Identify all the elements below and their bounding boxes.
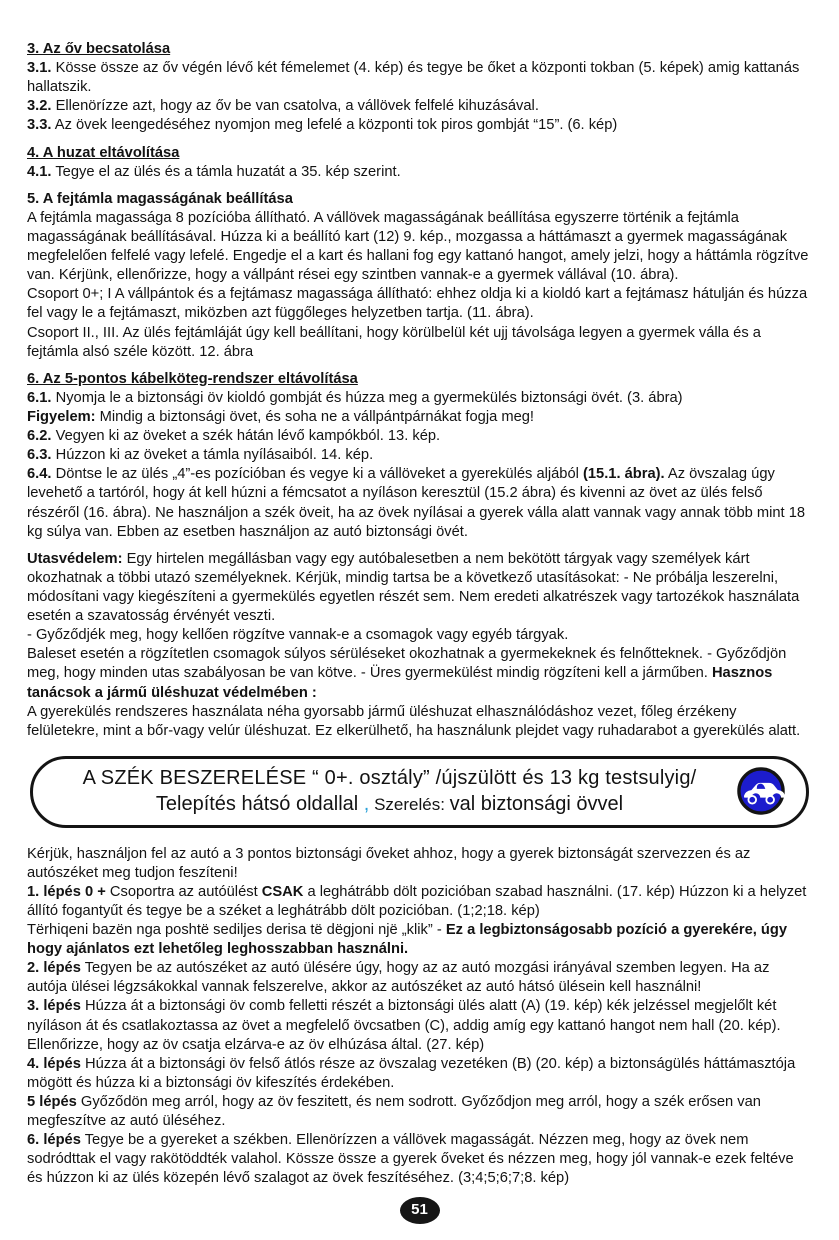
section-3-title: 3. Az őv becsatolása — [27, 41, 171, 57]
para-6-warning: Figyelem: Mindig a biztonsági övet, és soha ne a vállpántpárnákat fogja meg! — [27, 408, 535, 425]
installation-banner — [30, 756, 809, 828]
section-4-title: 4. A huzat eltávolítása — [27, 144, 180, 161]
para-6-4: 6.4. Döntse le az ülés „4”-es pozícióban és vegye ki a vállöveket a gyerekülés aljából (15.1. ábra). Az övszalag úgy levehető a tartóról, hogy át kell húzni a fémcsatot a nyíláson keresztül (15.2 ábra) és kivenni az övet az ülés felső részéről (16. ábra). Ne használjon a szék öveit, ha az övek nyílásai a gyerek válla alatt vannak vagy annak több mint 18 kg súlya van. Ebben az esetben használjon az autó biztonsági övét. — [27, 466, 806, 540]
step-6: 6. lépés Tegye be a gyereket a székben. Ellenörízzen a vállövek magasságát. Nézzen meg, hogy az övek nem sodródttak el vagy rakötöddték valahol. Kössze össze a gyerek őveket és nézzen meg, hogy jól vannak-e ezek feltéve és húzzon ki az ülés közepén lévő szalagot az övek feszítéséhez. (3;4;5;6;7;8. kép) — [27, 1132, 794, 1187]
para-passenger-protection: Utasvédelem: Egy hirtelen megállásban vagy egy autóbalesetben a nem bekötött tárgyak vagy személyek kárt okozhatnak a többi utazó személyeknek. Kérjük, mindig tartsa be a következő utasításokat: - Ne próbálja leszerelni, módosítani vagy kiegészíteni a gyermekülés egyetlen részét sem. Nem eredeti alkatrészek vagy tartozékok használata esetén a szavatosság érvényét veszti. — [27, 550, 800, 625]
step-1: 1. lépés 0 + Csoportra az autóülést CSAK a leghátrább dölt pozicióban szabad használni. (17. kép) Húzzon ki a helyzet állító fogantyűt és tegye be a széket a leghátrább dölt pozicióban. (1;2;18. kép) — [27, 883, 807, 919]
step-2: 2. lépés Tegyen be az autószéket az autó ülésére úgy, hogy az az autó mozgási irányával szemben legyen. Ha az autója ülései légzsákokkal vannak felszerelve, akkor az autószéket az autó hátsó ülésein kell használni! — [27, 960, 770, 996]
para-5-intro: A fejtámla magassága 8 pozícióba állítható. A vállövek magasságának beállítása egyszerre történik a fejtámla magasságának beállításával. Húzza ki a beállító kart (12) 9. kép., mozgassa a háttámaszt a gyermek magasságának megfelelően felfelé vagy lefelé. Engedje el a kart és hallani fog egy kattanó hangot, amely jelzi, hogy a háttámla rögzítve van. Kérjünk, ellenőrizze, hogy a vállpánt rései egy szintben vannak-e a gyermek vállával (10. ábra). — [27, 209, 809, 284]
banner-text — [53, 765, 726, 818]
banner-blue-comma: , — [358, 793, 370, 816]
banner-mount-label: Szerelés: — [369, 795, 450, 815]
banner-install-rear: Telepítés hátsó oldallal — [155, 793, 359, 816]
step-4: 4. lépés Húzza át a biztonsági öv felső átlós része az övszalag vezetéken (B) (20. kép) a biztonságülés háttámasztója mögött és húzza ki a biztonsági öv kifeszítés érdekében. — [27, 1055, 796, 1091]
section-5-heading — [27, 190, 812, 209]
para-request: Kérjük, használjon fel az autó a 3 pontos biztonsági őveket ahhoz, hogy a gyerek biztonságát szervezzen és az autószéket meg tudjon feszíteni! — [27, 845, 751, 881]
step-1-note: Tërhiqeni bazën nga poshtë sediljes derisa të dëgjoni një „klik” - Ez a legbiztonságosabb pozíció a gyerekére, úgy hogy ajánlatos ezt lehetőleg leghosszabban használni. — [27, 922, 788, 958]
para-4-1: 4.1. Tegye el az ülés és a támla huzatát a 35. kép szerint. — [27, 163, 401, 180]
step-5: 5 lépés Győződön meg arról, hogy az öv feszitett, és nem sodrott. Győződjon meg arról, hogy a szék erősen van megfeszítve az autó üléséhez. — [27, 1094, 761, 1130]
para-3-2: 3.2. Ellenörízze azt, hogy az őv be van csatolva, a vállövek felfelé kihuzásával. — [27, 98, 539, 115]
section-4-heading — [27, 144, 812, 163]
para-check-luggage: - Győződjék meg, hogy kellően rögzítve vannak-e a csomagok vagy egyéb tárgyak. — [27, 627, 569, 644]
banner-mount-value: val biztonsági övvel — [449, 793, 624, 816]
para-6-2: 6.2. Vegyen ki az öveket a szék hátán lévő kampókból. 13. kép. — [27, 428, 441, 445]
para-3-3: 3.3. Az övek leengedéséhez nyomjon meg lefelé a központi tok piros gombját “15”. (6. kép) — [27, 117, 618, 134]
page-number: 51 — [411, 1201, 428, 1219]
para-6-1: 6.1. Nyomja le a biztonsági öv kioldó gombját és húzza meg a gyermekülés biztonsági övét. (3. ábra) — [27, 389, 683, 406]
banner-title: A SZÉK BESZERELÉSE “ 0+. osztály” /újszülött és 13 kg testsulyig/ — [82, 766, 697, 789]
rear-facing-car-seat-icon — [736, 766, 786, 816]
section-6-heading — [27, 370, 812, 389]
para-accident: Baleset esetén a rögzítetlen csomagok súlyos sérüléseket okozhatnak a gyermekeknek és felnőtteknek. - Győződjön meg, hogy minden utas szabályosan be van kötve. - Üres gyermekülést mindig rögzíteni kell a járműben. Hasznos tanácsok a jármű üléshuzat védelmében : — [27, 646, 787, 701]
section-6-title: 6. Az 5-pontos kábelköteg-rendszer eltávolítása — [27, 370, 358, 387]
para-5-group0: Csoport 0+; I A vállpántok és a fejtámasz magassága állítható: ehhez oldja ki a kioldó kart a fejtámasz hátulján és húzza fel vagy le a fejtámaszt, miközben azt függőleges helyzetben tartja. (11. ábra). — [27, 286, 808, 322]
section-3-heading — [27, 40, 812, 59]
para-3-1: 3.1. Kösse össze az őv végén lévő két fémelemet (4. kép) és tegye be őket a központi tokban (5. képek) amig kattanás hallatszik. — [27, 60, 800, 96]
para-6-3: 6.3. Húzzon ki az öveket a támla nyílásaiból. 14. kép. — [27, 447, 374, 464]
section-5-title: 5. A fejtámla magasságának beállítása — [27, 190, 293, 207]
page-number-badge — [400, 1197, 440, 1224]
step-3: 3. lépés Húzza át a biztonsági öv comb felletti részét a biztonsági ülés alatt (A) (19. kép) kék jelzéssel megjelőlt két nyíláson át és csatlakoztassa az övet a megfelelő övcsatben (C), addig amíg egy kattanó hangot nem hall (20. kép). Ellenőrizze, hogy az öv csatja elzárva-e az öv elhúzása által. (27. kép) — [27, 998, 781, 1053]
para-5-group23: Csoport II., III. Az ülés fejtámláját úgy kell beállítani, hogy körülbelül két ujj távolsága legyen a gyermek válla és a fejtámla alsó széle között. 12. ábra — [27, 324, 761, 360]
para-seat-cover: A gyerekülés rendszeres használata néha gyorsabb jármű üléshuzat elhasználódáshoz vezet, főleg érzékeny felületekre, mint a bőr-vagy velúr üléshuzat. Ez elkerülhető, ha használunk plejdet vagy ruhadarabot a gyerekülés alatt. — [27, 703, 801, 739]
banner-subtitle — [53, 791, 726, 817]
